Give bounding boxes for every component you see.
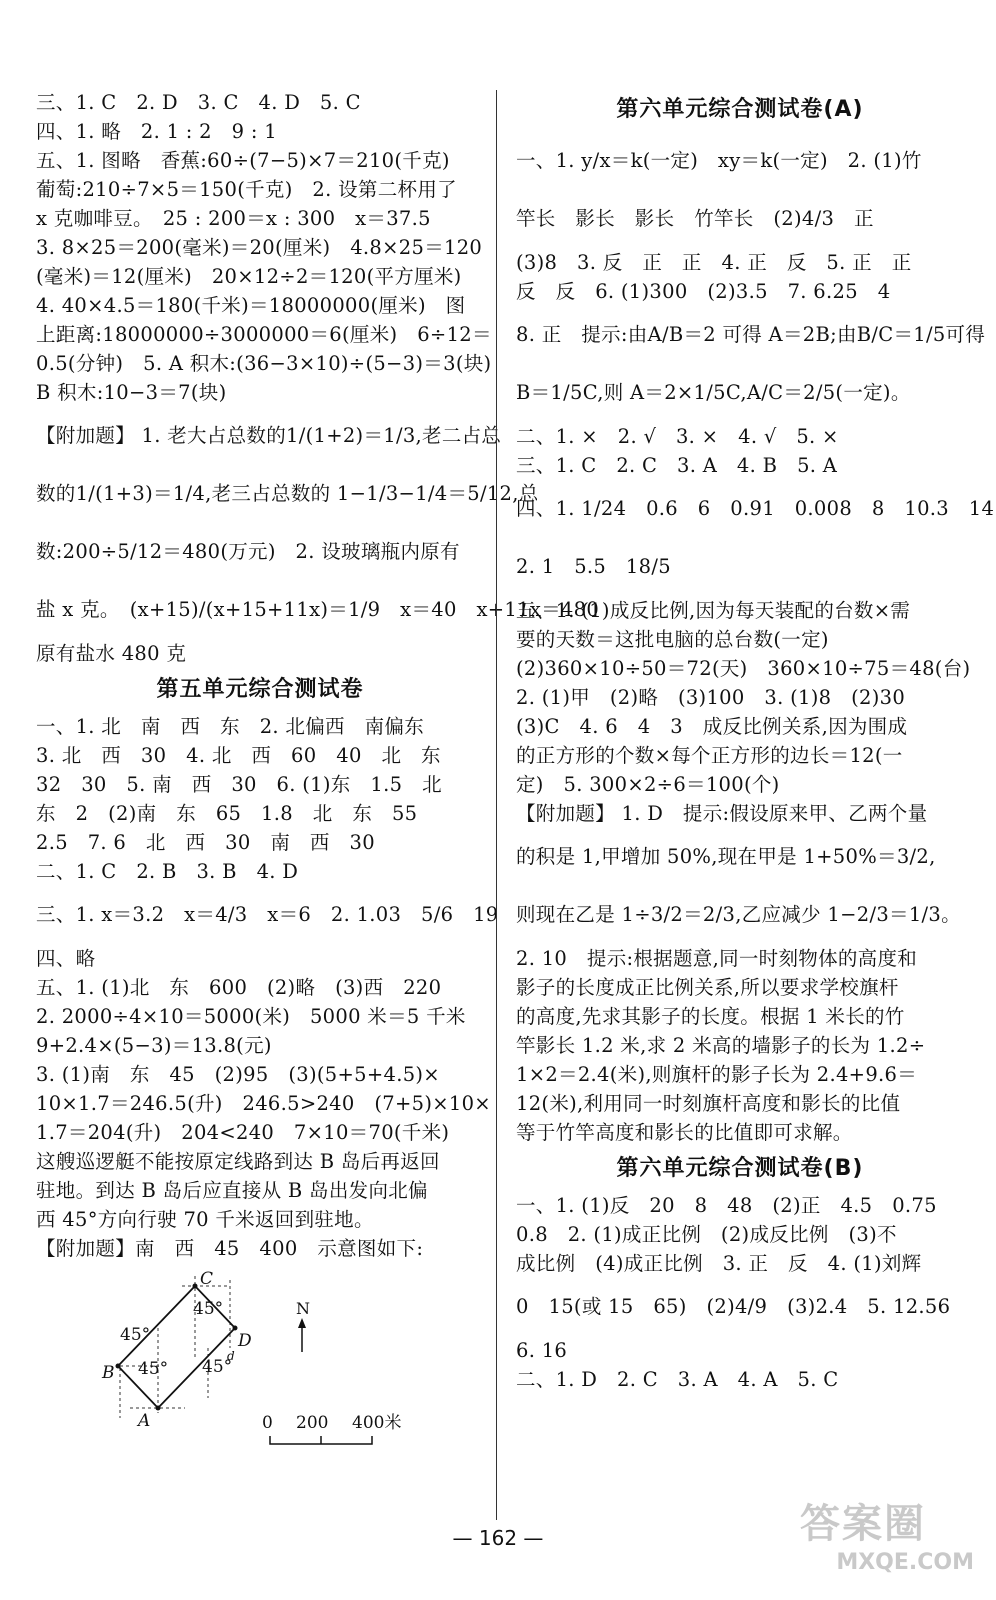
answer-line: (3)C 4. 6 4 3 成反比例关系,因为围成 (516, 715, 908, 738)
answer-line: 3. (1)南 东 45 (2)95 (3)(5+5+4.5)× (36, 1063, 440, 1086)
angle-label: 45° (120, 1325, 151, 1345)
point-d (233, 1326, 238, 1331)
answer-line: 2. (1)甲 (2)略 (3)100 3. (1)8 (2)30 (516, 686, 906, 709)
answer-line: 东 2 (2)南 东 65 1.8 北 东 55 (36, 802, 418, 825)
answer-line: 反 反 6. (1)300 (2)3.5 7. 6.25 4 (516, 280, 891, 303)
answer-line: 原有盐水 480 克 (36, 642, 187, 665)
watermark-url: MXQE.COM (836, 1550, 974, 1575)
answer-line: 盐 x 克。 (x+15)/(x+15+11x)＝1/9 x＝40 x+11x＝480 (36, 598, 600, 621)
answer-line: 这艘巡逻艇不能按原定线路到达 B 岛后再返回 (36, 1150, 440, 1173)
answer-line: 西 45°方向行驶 70 千米返回到驻地。 (36, 1208, 374, 1231)
answer-line: 葡萄:210÷7×5＝150(千克) 2. 设第二杯用了 (36, 178, 457, 201)
answer-line: 的高度,先求其影子的长度。根据 1 米长的竹 (516, 1005, 905, 1028)
label-c: C (200, 1269, 214, 1289)
answer-line: 【附加题】 1. D 提示:假设原来甲、乙两个量 (516, 802, 928, 825)
answer-line: 10×1.7＝246.5(升) 246.5>240 (7+5)×10× (36, 1092, 491, 1115)
answer-line: 竿长 影长 影长 竹竿长 (2)4/3 正 (516, 207, 874, 230)
answer-line: 3. 8×25＝200(毫米)＝20(厘米) 4.8×25＝120 (36, 236, 483, 259)
answer-line: 4. 40×4.5＝180(千米)＝18000000(厘米) 图 (36, 294, 466, 317)
scale-bar (262, 1413, 401, 1444)
answer-line: 0 15(或 15 65) (2)4/9 (3)2.4 5. 12.56 (516, 1295, 951, 1318)
answer-line: 二、1. C 2. B 3. B 4. D (36, 860, 299, 883)
answer-line: 三、1. x＝3.2 x＝4/3 x＝6 2. 1.03 5/6 19 (36, 903, 499, 926)
answer-line: 二、1. × 2. √ 3. × 4. √ 5. × (516, 425, 839, 448)
angle-label: 45° (138, 1359, 169, 1379)
label-d: D (238, 1331, 252, 1351)
answer-line: B 积木:10−3＝7(块) (36, 381, 227, 404)
north-arrow-icon (298, 1318, 306, 1352)
answer-line: 三、1. C 2. C 3. A 4. B 5. A (516, 454, 838, 477)
answer-line: 的积是 1,甲增加 50%,现在甲是 1+50%＝3/2, (516, 845, 936, 868)
answer-line: 2.5 7. 6 北 西 30 南 西 30 (36, 831, 375, 854)
route-diagram (90, 1268, 430, 1468)
answer-line: 6. 16 (516, 1339, 568, 1362)
answer-line: 四、1. 略 2. 1 : 2 9 : 1 (36, 120, 277, 143)
answer-line: 2. 10 提示:根据题意,同一时刻物体的高度和 (516, 947, 918, 970)
answer-line: (毫米)＝12(厘米) 20×12÷2＝120(平方厘米) (36, 265, 462, 288)
answer-line: 要的天数＝这批电脑的总台数(一定) (516, 628, 829, 651)
answer-line: 【附加题】 1. 老大占总数的1/(1+2)＝1/3,老二占总 (36, 424, 502, 447)
answer-line: B＝1/5C,则 A＝2×1/5C,A/C＝2/5(一定)。 (516, 381, 911, 404)
answer-line: 成比例 (4)成正比例 3. 正 反 4. (1)刘辉 (516, 1252, 922, 1275)
label-a: A (138, 1411, 151, 1431)
answer-line: 2. 2000÷4×10＝5000(米) 5000 米＝5 千米 (36, 1005, 466, 1028)
answer-line: 驻地。到达 B 岛后应直接从 B 岛出发向北偏 (36, 1179, 428, 1202)
watermark-text: 答案圈 (800, 1501, 926, 1547)
answer-line: 一、1. y/x＝k(一定) xy＝k(一定) 2. (1)竹 (516, 149, 922, 172)
answer-line: x 克咖啡豆。 25 : 200＝x : 300 x＝37.5 (36, 207, 431, 230)
answer-line: 五、1. (1)成反比例,因为每天装配的台数×需 (516, 599, 911, 622)
answer-line: 等于竹竿高度和影长的比值即可求解。 (516, 1121, 853, 1144)
answer-line: 的正方形的个数×每个正方形的边长＝12(一 (516, 744, 903, 767)
column-divider (496, 90, 497, 1520)
point-a (156, 1406, 161, 1411)
answer-line: 定) 5. 300×2÷6＝100(个) (516, 773, 780, 796)
angle-label: 45° (193, 1299, 224, 1319)
answer-line: 一、1. 北 南 西 东 2. 北偏西 南偏东 (36, 715, 425, 738)
scale-label: 200 (296, 1413, 329, 1433)
answer-line: 四、1. 1/24 0.6 6 0.91 0.008 8 10.3 14 (516, 497, 995, 520)
answer-line: 1.7＝204(升) 204<240 7×10＝70(千米) (36, 1121, 450, 1144)
answer-line: 一、1. (1)反 20 8 48 (2)正 4.5 0.75 (516, 1194, 937, 1217)
answer-line: 0.5(分钟) 5. A 积木:(36−3×10)÷(5−3)＝3(块) (36, 352, 492, 375)
answer-line: 四、略 (36, 947, 96, 970)
watermark (800, 1492, 980, 1592)
answer-line: 3. 北 西 30 4. 北 西 60 40 北 东 (36, 744, 441, 767)
answer-line: 8. 正 提示:由A/B＝2 可得 A＝2B;由B/C＝1/5可得 (516, 323, 986, 346)
answer-line: 则现在乙是 1÷3/2＝2/3,乙应减少 1−2/3＝1/3。 (516, 903, 961, 926)
answer-line: 9+2.4×(5−3)＝13.8(元) (36, 1034, 272, 1057)
answer-line: 上距离:18000000÷3000000＝6(厘米) 6÷12＝ (36, 323, 492, 346)
answer-line: 竿影长 1.2 米,求 2 米高的墙影子的长为 1.2÷ (516, 1034, 926, 1057)
answer-line: 五、1. (1)北 东 600 (2)略 (3)西 220 (36, 976, 442, 999)
label-b: B (102, 1363, 115, 1383)
answer-line: 二、1. D 2. C 3. A 4. A 5. C (516, 1368, 839, 1391)
section-title-unit6a: 第六单元综合测试卷(A) (616, 97, 864, 122)
point-c (193, 1284, 198, 1289)
page-number: — 162 — (452, 1526, 544, 1550)
label-d-small: d (227, 1349, 235, 1363)
answer-line: 32 30 5. 南 西 30 6. (1)东 1.5 北 (36, 773, 442, 796)
north-label: N (296, 1299, 310, 1318)
scale-label: 0 (262, 1413, 273, 1433)
answer-line: (2)360×10÷50＝72(天) 360×10÷75＝48(台) (516, 657, 971, 680)
point-b (116, 1364, 121, 1369)
angle-label: 45° (202, 1357, 233, 1377)
answer-line: 五、1. 图略 香蕉:60÷(7−5)×7＝210(千克) (36, 149, 450, 172)
answer-line: 12(米),利用同一时刻旗杆高度和影长的比值 (516, 1092, 901, 1115)
section-title-unit6b: 第六单元综合测试卷(B) (616, 1156, 864, 1181)
answer-line: 数的1/(1+3)＝1/4,老三占总数的 1−1/3−1/4＝5/12,总 (36, 482, 539, 505)
answer-line: 影子的长度成正比例关系,所以要求学校旗杆 (516, 976, 899, 999)
answer-line: 三、1. C 2. D 3. C 4. D 5. C (36, 91, 361, 114)
answer-line: 1×2＝2.4(米),则旗杆的影子长为 2.4+9.6＝ (516, 1063, 918, 1086)
scale-label: 400米 (352, 1413, 402, 1433)
right-column (516, 88, 995, 1394)
section-title-unit5: 第五单元综合测试卷 (156, 677, 364, 702)
answer-line: (3)8 3. 反 正 正 4. 正 反 5. 正 正 (516, 251, 912, 274)
answer-line: 0.8 2. (1)成正比例 (2)成反比例 (3)不 (516, 1223, 897, 1246)
answer-line: 2. 1 5.5 18/5 (516, 555, 671, 578)
answer-line: 【附加题】南 西 45 400 示意图如下: (36, 1237, 424, 1260)
answer-line: 数:200÷5/12＝480(万元) 2. 设玻璃瓶内原有 (36, 540, 460, 563)
